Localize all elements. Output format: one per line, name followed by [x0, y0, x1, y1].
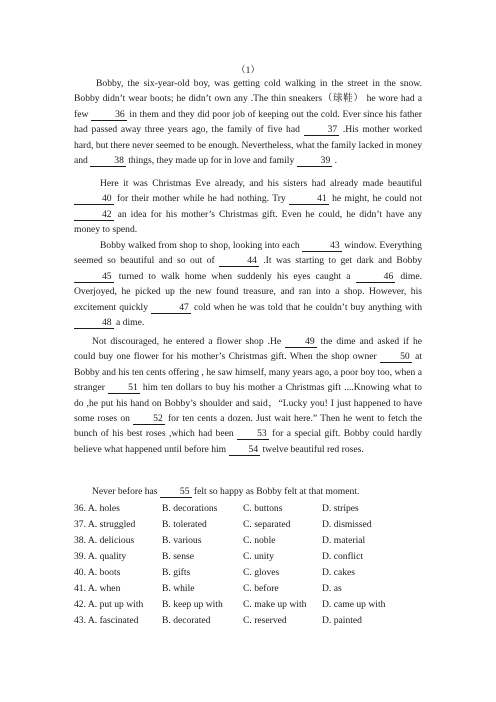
passage-paragraph-3 — [74, 238, 422, 330]
option-c: C. buttons — [243, 503, 283, 514]
option-row — [74, 551, 422, 567]
blank-45: 45 — [74, 271, 114, 283]
option-row — [74, 599, 422, 615]
option-b: B. keep up with — [162, 599, 223, 610]
passage-text: he might, he could not — [328, 193, 422, 205]
passage-text: an idea for his mother’s Christmas gift. Even he could, he didn’t have any money to spend. — [74, 208, 422, 236]
blank-42: 42 — [74, 209, 114, 221]
blank-54: 54 — [229, 444, 261, 456]
passage-text: twelve beautiful red roses. — [260, 443, 364, 455]
passage-text: for a special gift. Bobby could hardly believe what happened until before him — [74, 428, 422, 455]
blank-37: 37 — [304, 124, 340, 136]
passage-text: .His mother worked hard, but there never seemed to be enough. Nevertheless, what the family lacked in money and — [74, 124, 422, 167]
option-c: C. separated — [243, 519, 291, 530]
passage-text: for ten cents a dozen. Just wait here.” Then he went to fetch the bunch of his best roses ,which had been — [74, 413, 422, 440]
passage-paragraph-1 — [74, 76, 422, 168]
passage-text: things, they made up for in love and family — [125, 155, 297, 167]
option-d: D. came up with — [322, 599, 386, 610]
option-b: B. sense — [162, 551, 194, 562]
option-b: B. decorations — [162, 503, 218, 514]
passage-text: turned to walk home when suddenly his eyes caught a — [113, 270, 356, 282]
section-heading: （1） — [236, 66, 260, 76]
blank-51: 51 — [108, 382, 140, 394]
passage-text: a dime. — [113, 317, 145, 329]
passage-paragraph-4 — [74, 334, 422, 457]
option-row — [74, 583, 422, 599]
passage-text: Not discouraged, he entered a flower shop .He — [92, 336, 286, 347]
option-d: D. stripes — [322, 503, 359, 514]
option-a: 43. A. fascinated — [74, 615, 139, 626]
blank-38: 38 — [90, 155, 126, 167]
option-a: 40. A. boots — [74, 567, 121, 578]
option-c: C. make up with — [243, 599, 307, 610]
option-d: D. cakes — [322, 567, 356, 578]
option-c: C. before — [243, 583, 279, 594]
blank-40: 40 — [74, 193, 114, 205]
option-c: C. unity — [243, 551, 274, 562]
passage-text: Bobby, the six-year-old boy, was getting cold walking in the street in the snow. Bobby didn’t wear boots; he didn’t own any .The thin sneakers（球鞋） he wore had a few — [74, 78, 422, 120]
option-c: C. noble — [243, 535, 276, 546]
option-d: D. dismissed — [322, 519, 372, 530]
option-d: D. material — [322, 535, 366, 546]
passage-paragraph-5 — [74, 484, 422, 499]
option-b: B. various — [162, 535, 202, 546]
passage-text: for their mother while he had nothing. Try — [113, 193, 290, 205]
blank-41: 41 — [289, 193, 329, 205]
option-a: 39. A. quality — [74, 551, 127, 562]
passage-text: felt so happy as Bobby felt at that moment. — [191, 486, 360, 497]
passage-text: Never before has — [92, 486, 160, 497]
passage-text: Bobby walked from shop to shop, looking into each — [100, 240, 303, 251]
blank-44: 44 — [219, 255, 259, 267]
passage-text: window. Everything seemed so beautiful and so out of — [74, 240, 422, 267]
option-c: C. gloves — [243, 567, 280, 578]
option-b: B. gifts — [162, 567, 191, 578]
passage-text: . — [332, 155, 338, 167]
blank-49: 49 — [285, 336, 317, 348]
blank-53: 53 — [237, 428, 269, 440]
option-row — [74, 567, 422, 583]
passage-text: the dime and asked if he could buy one flower for his mother’s Christmas gift. When the shop owner — [74, 336, 422, 363]
blank-46: 46 — [356, 271, 396, 283]
option-a: 37. A. struggled — [74, 519, 136, 530]
blank-47: 47 — [151, 302, 191, 314]
option-row — [74, 615, 422, 631]
passage-paragraph-2 — [74, 176, 422, 238]
option-a: 38. A. delicious — [74, 535, 135, 546]
option-b: B. while — [162, 583, 195, 594]
passage-text: cold when he was told that he couldn’t buy anything with — [190, 301, 422, 313]
answer-options — [74, 503, 422, 631]
option-d: D. as — [322, 583, 342, 594]
option-a: 41. A. when — [74, 583, 121, 594]
option-d: D. painted — [322, 615, 362, 626]
blank-50: 50 — [380, 351, 412, 363]
option-row — [74, 535, 422, 551]
blank-55: 55 — [160, 486, 192, 498]
blank-39: 39 — [297, 155, 333, 167]
option-c: C. reserved — [243, 615, 287, 626]
passage-text: him ten dollars to buy his mother a Christmas gift ....Knowing what to do ,he put his hand on Bobby’s shoulder and said，“Lucky you! I just happened to have some roses on — [74, 382, 422, 425]
option-b: B. tolerated — [162, 519, 207, 530]
option-a: 42. A. put up with — [74, 599, 144, 610]
passage-text: at Bobby and his ten cents offering , he saw himself, many years ago, a poor boy too, when a stranger — [74, 351, 422, 394]
option-a: 36. A. holes — [74, 503, 120, 514]
passage-text: dime. Overjoyed, he picked up the new found treasure, and ran into a shop. However, his excitement quickly — [74, 270, 422, 313]
blank-48: 48 — [74, 317, 114, 329]
passage-text: in them and they did poor job of keeping out the cold. Ever since his father had passed away three years ago, the family of five had — [74, 108, 423, 136]
passage-text: .It was starting to get dark and Bobby — [258, 255, 423, 267]
blank-43: 43 — [302, 240, 342, 252]
option-b: B. decorated — [162, 615, 211, 626]
blank-36: 36 — [91, 109, 127, 121]
blank-52: 52 — [133, 413, 165, 425]
option-row — [74, 503, 422, 519]
passage-text: Here it was Christmas Eve already, and his sisters had already made beautiful — [100, 178, 422, 189]
option-row — [74, 519, 422, 535]
option-d: D. conflict — [322, 551, 364, 562]
